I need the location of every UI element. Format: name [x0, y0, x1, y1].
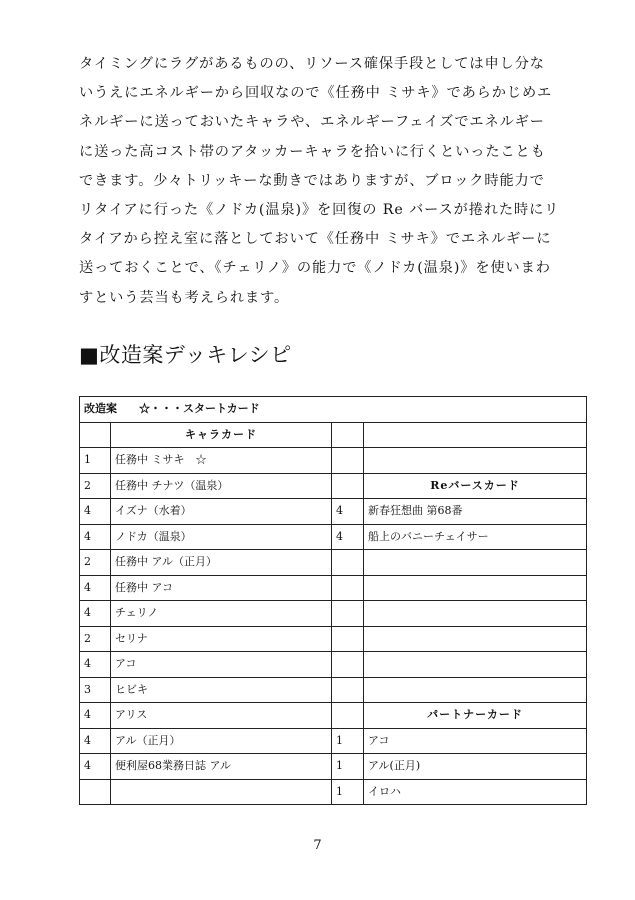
count-cell [80, 779, 111, 805]
card-name-cell: Reバースカード [364, 473, 587, 499]
count-cell: 4 [80, 499, 111, 525]
paragraph-line: タイミングにラグがあるものの、リソース確保手段としては申し分な [79, 56, 545, 72]
page-number: 7 [313, 838, 322, 853]
card-name-cell: アコ [364, 728, 587, 754]
card-name-cell: 新春狂想曲 第68番 [364, 499, 587, 525]
section-title: ■改造案デッキレシピ [79, 343, 292, 367]
card-name-cell: イロハ [364, 779, 587, 805]
count-cell [332, 575, 364, 601]
count-cell [80, 422, 111, 448]
card-name-cell [364, 575, 587, 601]
card-name-cell: キャラカード [111, 422, 332, 448]
card-name-cell: 便利屋68業務日誌 アル [111, 754, 332, 780]
card-name-cell: パートナーカード [364, 703, 587, 729]
card-name-cell [364, 652, 587, 678]
table-row [80, 754, 587, 780]
count-cell: 1 [80, 448, 111, 474]
table-row [80, 499, 587, 525]
card-name-cell: ノドカ（温泉） [111, 524, 332, 550]
card-name-cell: 任務中 チナツ（温泉） [111, 473, 332, 499]
card-name-cell: 任務中 アコ [111, 575, 332, 601]
count-cell [332, 473, 364, 499]
count-cell [332, 448, 364, 474]
paragraph-line: できます。少々トリッキーな動きではありますが、ブロック時能力で [79, 172, 545, 189]
count-cell: 2 [80, 473, 111, 499]
card-name-cell: アリス [111, 703, 332, 729]
paragraph-line: タイアから控え室に落としておいて《任務中 ミサキ》でエネルギーに [79, 231, 552, 248]
table-row [80, 550, 587, 576]
paragraph-line: リタイアに行った《ノドカ(温泉)》を回復の Re バースが捲れた時にリ [79, 202, 560, 219]
table-row [80, 575, 587, 601]
table-row [80, 524, 587, 550]
card-name-cell: イズナ（水着） [111, 499, 332, 525]
count-cell [332, 626, 364, 652]
card-name-cell [111, 779, 332, 805]
paragraph-line: ネルギーに送っておいたキャラや、エネルギーフェイズでエネルギー [79, 114, 545, 131]
count-cell: 2 [80, 550, 111, 576]
deck-recipe-table [79, 396, 587, 805]
count-cell: 1 [332, 754, 364, 780]
card-name-cell [364, 601, 587, 627]
table-header-row [80, 397, 587, 423]
count-cell: 4 [332, 524, 364, 550]
card-name-cell [364, 550, 587, 576]
count-cell: 4 [80, 652, 111, 678]
count-cell: 4 [80, 703, 111, 729]
count-cell [332, 677, 364, 703]
table-row [80, 473, 587, 499]
table-row [80, 652, 587, 678]
count-cell [332, 422, 364, 448]
count-cell: 4 [80, 601, 111, 627]
card-name-cell: アル（正月） [111, 728, 332, 754]
count-cell [332, 601, 364, 627]
count-cell [332, 652, 364, 678]
card-name-cell: 船上のバニーチェイサー [364, 524, 587, 550]
card-name-cell: セリナ [111, 626, 332, 652]
paragraph-line: すという芸当も考えられます。 [79, 289, 290, 306]
card-name-cell [364, 626, 587, 652]
card-name-cell: アル(正月) [364, 754, 587, 780]
table-row [80, 677, 587, 703]
table-row [80, 703, 587, 729]
table-row [80, 422, 587, 448]
count-cell: 1 [332, 779, 364, 805]
count-cell: 4 [80, 575, 111, 601]
card-name-cell: アコ [111, 652, 332, 678]
count-cell: 4 [80, 754, 111, 780]
table-header: 改造案 ☆・・・スタートカード [80, 397, 587, 423]
count-cell: 1 [332, 728, 364, 754]
count-cell: 4 [332, 499, 364, 525]
table-row [80, 601, 587, 627]
card-name-cell: チェリノ [111, 601, 332, 627]
table-row [80, 626, 587, 652]
paragraph-line: 送っておくことで、《チェリノ》の能力で《ノドカ(温泉)》を使いまわ [79, 260, 551, 277]
body-paragraph [79, 50, 589, 313]
table-row [80, 779, 587, 805]
card-name-cell [364, 448, 587, 474]
count-cell: 2 [80, 626, 111, 652]
card-name-cell [364, 422, 587, 448]
card-name-cell: ヒビキ [111, 677, 332, 703]
paragraph-line: に送った高コスト帯のアタッカーキャラを拾いに行くといったことも [79, 143, 546, 160]
card-name-cell [364, 677, 587, 703]
table-row [80, 728, 587, 754]
count-cell [332, 550, 364, 576]
table-row [80, 448, 587, 474]
card-name-cell: 任務中 アル（正月） [111, 550, 332, 576]
count-cell: 4 [80, 728, 111, 754]
paragraph-line: いうえにエネルギーから回収なので《任務中 ミサキ》であらかじめエ [79, 85, 553, 102]
count-cell: 4 [80, 524, 111, 550]
count-cell: 3 [80, 677, 111, 703]
card-name-cell: 任務中 ミサキ ☆ [111, 448, 332, 474]
count-cell [332, 703, 364, 729]
